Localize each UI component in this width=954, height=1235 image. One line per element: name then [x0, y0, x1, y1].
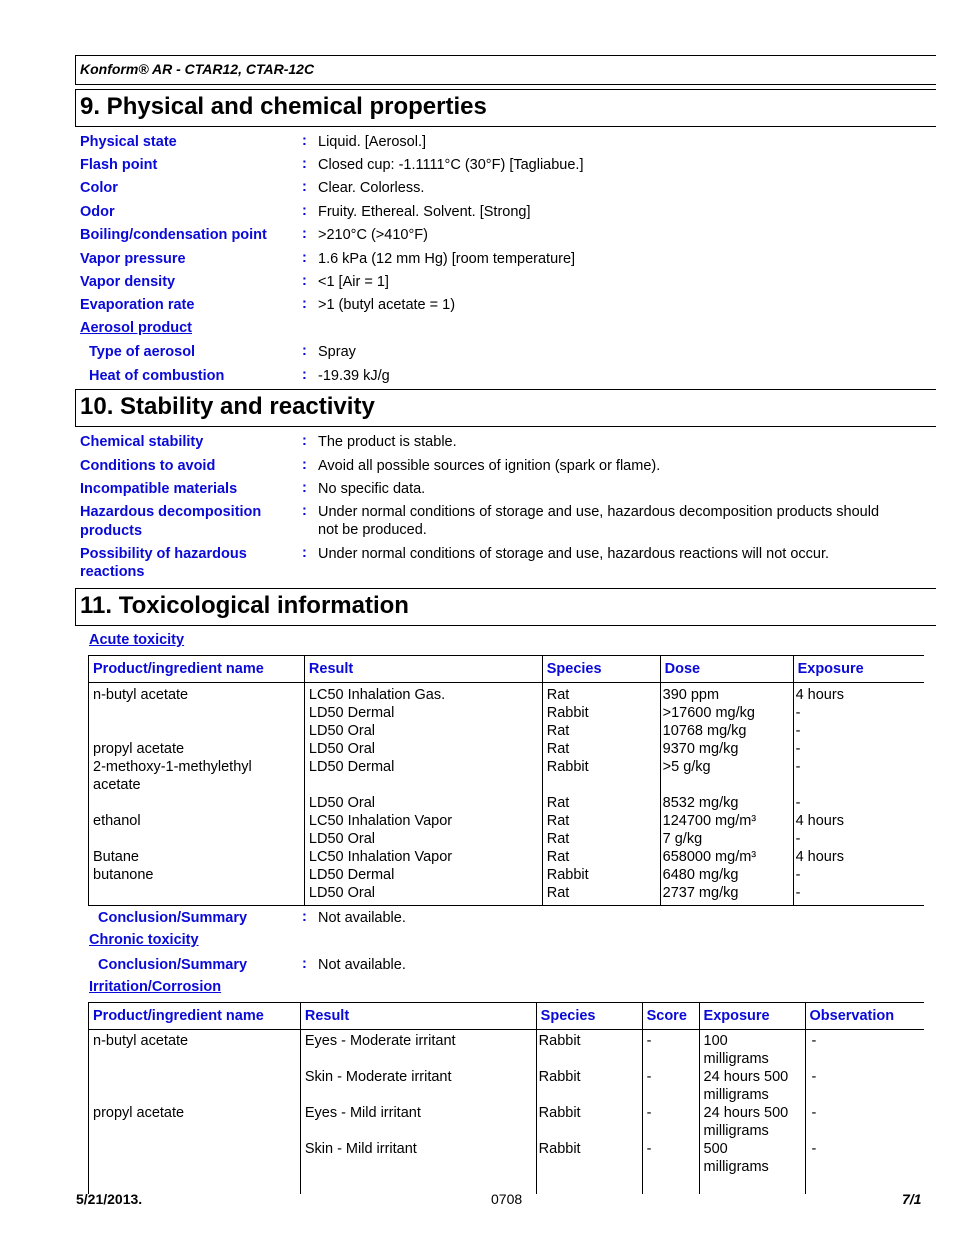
cell-line	[539, 1158, 640, 1176]
result-cell	[300, 1030, 536, 1195]
cell-line	[93, 1086, 296, 1104]
cell-line: 658000 mg/m³	[662, 849, 757, 865]
cell-line: 4 hours	[795, 687, 844, 703]
species-cell	[536, 1030, 642, 1195]
cell-line	[93, 1158, 296, 1176]
cell-line: milligrams	[703, 1123, 769, 1139]
column-header: Exposure	[699, 1003, 805, 1030]
cell-line: Rabbit	[538, 1033, 581, 1049]
cell-line: -	[795, 705, 801, 721]
cell-line: Rabbit	[546, 867, 589, 883]
exposure-cell	[699, 1030, 805, 1195]
cell-line: 7 g/kg	[662, 831, 703, 847]
cell-line: LD50 Dermal	[308, 705, 395, 721]
cell-line: 9370 mg/kg	[662, 741, 739, 757]
cell-line	[93, 1140, 296, 1158]
property-label: Hazardous decomposition	[80, 504, 262, 520]
cell-line: 8532 mg/kg	[662, 795, 739, 811]
cell-line: LC50 Inhalation Vapor	[308, 849, 453, 865]
colon: :	[302, 433, 307, 449]
cell-line	[305, 1158, 532, 1176]
cell-line: 6480 mg/kg	[662, 867, 739, 883]
cell-line	[812, 1086, 918, 1104]
section-10-title: 10. Stability and reactivity	[80, 393, 375, 420]
table-row	[89, 683, 925, 906]
conclusion-label: Conclusion/Summary	[98, 910, 248, 926]
cell-line: LD50 Oral	[308, 831, 375, 847]
cell-line: 10768 mg/kg	[662, 723, 747, 739]
cell-line: Eyes - Mild irritant	[304, 1105, 421, 1121]
cell-line: LD50 Oral	[308, 741, 375, 757]
cell-line: Rat	[546, 795, 570, 811]
cell-line	[305, 1122, 532, 1140]
observation-cell	[805, 1030, 924, 1195]
cell-line: milligrams	[703, 1051, 769, 1067]
score-cell	[642, 1030, 699, 1195]
column-header: Result	[300, 1003, 536, 1030]
cell-line	[93, 830, 300, 848]
property-label: Boiling/condensation point	[80, 227, 267, 243]
property-label: Conditions to avoid	[80, 458, 216, 474]
cell-line: -	[811, 1069, 817, 1085]
section-11-header	[75, 588, 936, 626]
cell-line: 100	[703, 1033, 728, 1049]
colon: :	[302, 133, 307, 149]
cell-line	[93, 1050, 296, 1068]
cell-line: propyl acetate	[93, 741, 185, 757]
cell-line	[93, 1068, 296, 1086]
cell-line: Skin - Moderate irritant	[304, 1069, 452, 1085]
property-value: Under normal conditions of storage and use, hazardous decomposition products should	[318, 504, 880, 520]
cell-line: -	[795, 741, 801, 757]
section-11-title: 11. Toxicological information	[80, 592, 409, 619]
acute-toxicity-link[interactable]: Acute toxicity	[89, 632, 185, 648]
colon: :	[302, 480, 307, 496]
dose-cell	[660, 683, 793, 906]
cell-line	[796, 776, 922, 794]
cell-line: Rat	[546, 831, 570, 847]
property-label: Incompatible materials	[80, 481, 238, 497]
property-label: Evaporation rate	[80, 297, 195, 313]
cell-line: LD50 Oral	[308, 795, 375, 811]
section-9-header	[75, 89, 936, 127]
cell-line: acetate	[93, 777, 141, 793]
cell-line	[647, 1158, 695, 1176]
property-label-cont: reactions	[80, 564, 145, 580]
property-label-cont: products	[80, 523, 143, 539]
property-label: Odor	[80, 204, 115, 220]
cell-line: ethanol	[93, 813, 141, 829]
cell-line: Rat	[546, 723, 570, 739]
cell-line: >17600 mg/kg	[662, 705, 755, 721]
cell-line: -	[811, 1141, 817, 1157]
acute-toxicity-table	[88, 655, 924, 906]
irritation-table	[88, 1002, 924, 1194]
property-value: The product is stable.	[318, 434, 457, 450]
cell-line	[93, 884, 300, 902]
cell-line: -	[646, 1069, 652, 1085]
cell-line: 2-methoxy-1-methylethyl	[93, 759, 252, 775]
aerosol-property-label: Type of aerosol	[89, 344, 196, 360]
cell-line	[93, 794, 300, 812]
colon: :	[302, 226, 307, 242]
cell-line: Rat	[546, 741, 570, 757]
property-label: Vapor pressure	[80, 251, 186, 267]
ingredient-name-cell	[89, 1030, 301, 1195]
colon: :	[302, 909, 307, 925]
colon: :	[302, 250, 307, 266]
cell-line: milligrams	[703, 1159, 769, 1175]
cell-line: -	[795, 795, 801, 811]
cell-line: Butane	[93, 849, 139, 865]
property-label: Physical state	[80, 134, 177, 150]
cell-line: -	[795, 867, 801, 883]
property-label: Flash point	[80, 157, 158, 173]
ingredient-name-cell	[89, 683, 305, 906]
colon: :	[302, 367, 307, 383]
property-value: 1.6 kPa (12 mm Hg) [room temperature]	[318, 251, 576, 267]
cell-line: 124700 mg/m³	[662, 813, 757, 829]
property-value: Fruity. Ethereal. Solvent. [Strong]	[318, 204, 531, 220]
conclusion-value: Not available.	[318, 957, 406, 973]
exposure-cell	[793, 683, 924, 906]
property-value: No specific data.	[318, 481, 426, 497]
cell-line: LD50 Dermal	[308, 867, 395, 883]
property-value: Liquid. [Aerosol.]	[318, 134, 427, 150]
column-header: Dose	[660, 656, 793, 683]
colon: :	[302, 503, 307, 519]
product-title: Konform® AR - CTAR12, CTAR-12C	[80, 61, 315, 77]
cell-line: Rabbit	[538, 1069, 581, 1085]
cell-line: propyl acetate	[93, 1105, 185, 1121]
aerosol-property-value: -19.39 kJ/g	[318, 368, 390, 384]
section-10-header	[75, 389, 936, 427]
property-label: Color	[80, 180, 118, 196]
cell-line	[539, 1050, 640, 1068]
section-9-title: 9. Physical and chemical properties	[80, 93, 487, 120]
cell-line: -	[795, 759, 801, 775]
table-row	[89, 1030, 925, 1195]
column-header: Species	[542, 656, 660, 683]
cell-line: LC50 Inhalation Gas.	[308, 687, 446, 703]
cell-line: Rat	[546, 687, 570, 703]
cell-line: -	[646, 1105, 652, 1121]
aerosol-product-link[interactable]: Aerosol product	[80, 320, 192, 336]
cell-line	[309, 776, 538, 794]
cell-line: 2737 mg/kg	[662, 885, 739, 901]
cell-line: n-butyl acetate	[93, 687, 189, 703]
property-value: Avoid all possible sources of ignition (spark or flame).	[318, 458, 661, 474]
aerosol-property-value: Spray	[318, 344, 356, 360]
cell-line: Rabbit	[538, 1105, 581, 1121]
cell-line: 4 hours	[795, 813, 844, 829]
property-value: >1 (butyl acetate = 1)	[318, 297, 456, 313]
cell-line: -	[795, 831, 801, 847]
colon: :	[302, 296, 307, 312]
property-value-cont: not be produced.	[318, 522, 427, 538]
chronic-toxicity-link[interactable]: Chronic toxicity	[89, 932, 199, 948]
colon: :	[302, 156, 307, 172]
cell-line: Rabbit	[546, 759, 589, 775]
cell-line: -	[646, 1141, 652, 1157]
cell-line: 24 hours 500	[703, 1105, 789, 1121]
colon: :	[302, 457, 307, 473]
cell-line	[93, 704, 300, 722]
cell-line: Skin - Mild irritant	[304, 1141, 417, 1157]
aerosol-property-label: Heat of combustion	[89, 368, 225, 384]
cell-line	[305, 1050, 532, 1068]
cell-line: Rat	[546, 885, 570, 901]
cell-line: Rabbit	[546, 705, 589, 721]
colon: :	[302, 179, 307, 195]
property-value: Clear. Colorless.	[318, 180, 425, 196]
column-header: Species	[536, 1003, 642, 1030]
cell-line: 390 ppm	[662, 687, 720, 703]
cell-line: LC50 Inhalation Vapor	[308, 813, 453, 829]
property-value: >210°C (>410°F)	[318, 227, 428, 243]
property-label: Possibility of hazardous	[80, 546, 247, 562]
result-cell	[304, 683, 542, 906]
cell-line	[812, 1158, 918, 1176]
column-header: Score	[642, 1003, 699, 1030]
cell-line	[663, 776, 791, 794]
cell-line	[539, 1086, 640, 1104]
cell-line: 500	[703, 1141, 728, 1157]
colon: :	[302, 203, 307, 219]
footer-code: 0708	[491, 1191, 523, 1207]
table-header-row	[89, 1003, 925, 1030]
property-value: Closed cup: -1.1111°C (30°F) [Tagliabue.]	[318, 157, 584, 173]
property-value: <1 [Air = 1]	[318, 274, 389, 290]
table-header-row	[89, 656, 925, 683]
column-header: Observation	[805, 1003, 924, 1030]
column-header: Exposure	[793, 656, 924, 683]
colon: :	[302, 956, 307, 972]
column-header: Result	[304, 656, 542, 683]
cell-line: LD50 Dermal	[308, 759, 395, 775]
cell-line: Eyes - Moderate irritant	[304, 1033, 456, 1049]
cell-line	[93, 722, 300, 740]
document-header	[75, 55, 936, 85]
cell-line	[647, 1086, 695, 1104]
cell-line: LD50 Oral	[308, 885, 375, 901]
property-label: Vapor density	[80, 274, 176, 290]
cell-line: -	[811, 1105, 817, 1121]
cell-line: -	[795, 723, 801, 739]
cell-line: -	[811, 1033, 817, 1049]
cell-line	[812, 1050, 918, 1068]
colon: :	[302, 343, 307, 359]
cell-line: butanone	[93, 867, 154, 883]
cell-line: 24 hours 500	[703, 1069, 789, 1085]
cell-line: 4 hours	[795, 849, 844, 865]
colon: :	[302, 545, 307, 561]
cell-line: milligrams	[703, 1087, 769, 1103]
conclusion-label: Conclusion/Summary	[98, 957, 248, 973]
column-header: Product/ingredient name	[89, 1003, 301, 1030]
cell-line	[647, 1050, 695, 1068]
cell-line: -	[795, 885, 801, 901]
cell-line: n-butyl acetate	[93, 1033, 189, 1049]
cell-line	[547, 776, 656, 794]
irritation-corrosion-link[interactable]: Irritation/Corrosion	[89, 979, 222, 995]
cell-line: Rat	[546, 849, 570, 865]
cell-line	[812, 1122, 918, 1140]
column-header: Product/ingredient name	[89, 656, 305, 683]
footer-date: 5/21/2013.	[76, 1191, 143, 1207]
cell-line: >5 g/kg	[662, 759, 711, 775]
cell-line: Rabbit	[538, 1141, 581, 1157]
property-value: Under normal conditions of storage and use, hazardous reactions will not occur.	[318, 546, 830, 562]
cell-line	[647, 1122, 695, 1140]
cell-line: Rat	[546, 813, 570, 829]
conclusion-value: Not available.	[318, 910, 406, 926]
cell-line: -	[646, 1033, 652, 1049]
property-label: Chemical stability	[80, 434, 204, 450]
cell-line	[305, 1086, 532, 1104]
cell-line	[93, 1122, 296, 1140]
cell-line	[539, 1122, 640, 1140]
footer-page: 7/1	[902, 1191, 922, 1207]
species-cell	[542, 683, 660, 906]
colon: :	[302, 273, 307, 289]
cell-line: LD50 Oral	[308, 723, 375, 739]
